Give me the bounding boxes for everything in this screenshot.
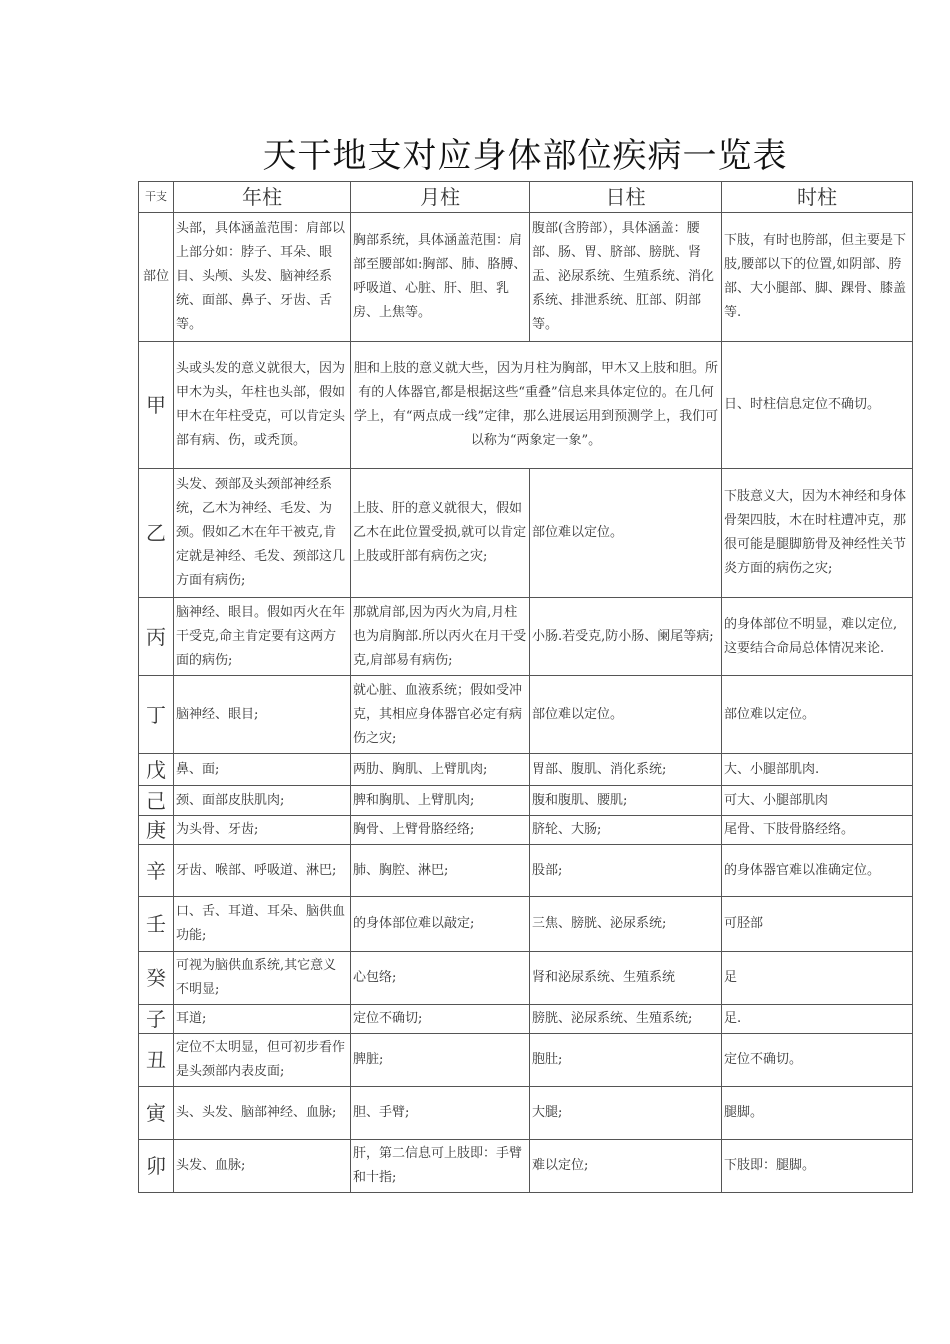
table-row (139, 598, 913, 676)
row-label: 庚 (139, 816, 174, 845)
day-cell: 难以定位; (530, 1140, 722, 1193)
hour-cell: 的身体部位不明显，难以定位,这要结合命局总体情况来论. (722, 598, 913, 676)
year-cell: 头部，具体涵盖范围：肩部以上部分如：脖子、耳朵、眼目、头颅、头发、脑神经系统、面部、鼻子、牙齿、舌等。 (174, 213, 351, 342)
header-ganzhi: 干支 (139, 182, 174, 213)
header-hour-pillar: 时柱 (722, 182, 913, 213)
table-row (139, 1005, 913, 1034)
month-cell: 肺、胸腔、淋巴; (351, 845, 530, 897)
header-month-pillar: 月柱 (351, 182, 530, 213)
month-cell: 心包络; (351, 952, 530, 1005)
day-cell: 胞肚; (530, 1034, 722, 1087)
row-label: 丑 (139, 1034, 174, 1087)
year-cell: 定位不太明显，但可初步看作是头颈部内表皮面; (174, 1034, 351, 1087)
hour-cell: 下肢，有时也胯部，但主要是下肢,腰部以下的位置,如阴部、胯部、大小腿部、脚、踝骨、膝盖等. (722, 213, 913, 342)
hour-cell: 足 (722, 952, 913, 1005)
year-cell: 头发、颈部及头颈部神经系统，乙木为神经、毛发、为颈。假如乙木在年干被克,肯定就是神经、毛发、颈部这几方面有病伤; (174, 469, 351, 598)
hour-cell: 可胫部 (722, 897, 913, 952)
year-cell: 头发、血脉; (174, 1140, 351, 1193)
month-cell: 胸部系统，具体涵盖范围：肩部至腰部如:胸部、肺、胳膊、呼吸道、心脏、肝、胆、乳房、上焦等。 (351, 213, 530, 342)
row-label: 辛 (139, 845, 174, 897)
body-part-table (138, 181, 913, 1193)
month-cell: 脾脏; (351, 1034, 530, 1087)
month-cell: 肝，第二信息可上肢即：手臂和十指; (351, 1140, 530, 1193)
year-cell: 头、头发、脑部神经、血脉; (174, 1087, 351, 1140)
hour-cell: 定位不确切。 (722, 1034, 913, 1087)
year-cell: 脑神经、眼目。假如丙火在年干受克,命主肯定要有这两方面的病伤; (174, 598, 351, 676)
hour-cell: 可大、小腿部肌肉 (722, 786, 913, 816)
hour-cell: 日、时柱信息定位不确切。 (722, 342, 913, 469)
table-row (139, 1087, 913, 1140)
month-day-merged-cell: 胆和上肢的意义就大些，因为月柱为胸部，甲木又上肢和胆。所有的人体器官,都是根据这些“重叠”信息来具体定位的。在几何学上，有“两点成一线”定律，那么进展运用到预测学上，我们可以称为“两象定一象”。 (351, 342, 722, 469)
table-row (139, 845, 913, 897)
day-cell: 膀胱、泌尿系统、生殖系统; (530, 1005, 722, 1034)
month-cell: 两肋、胸肌、上臂肌肉; (351, 754, 530, 786)
month-cell: 那就肩部,因为丙火为肩,月柱也为肩胸部.所以丙火在月干受克,肩部易有病伤; (351, 598, 530, 676)
month-cell: 的身体部位难以敲定; (351, 897, 530, 952)
day-cell: 脐轮、大肠; (530, 816, 722, 845)
header-year-pillar: 年柱 (174, 182, 351, 213)
table-row (139, 1140, 913, 1193)
row-label: 己 (139, 786, 174, 816)
row-label: 甲 (139, 342, 174, 469)
month-cell: 上肢、肝的意义就很大，假如乙木在此位置受损,就可以肯定上肢或肝部有病伤之灾; (351, 469, 530, 598)
day-cell: 三焦、膀胱、泌尿系统; (530, 897, 722, 952)
hour-cell: 下肢即：腿脚。 (722, 1140, 913, 1193)
table-row (139, 213, 913, 342)
table-row (139, 952, 913, 1005)
hour-cell: 尾骨、下肢骨胳经络。 (722, 816, 913, 845)
day-cell: 大腿; (530, 1087, 722, 1140)
row-label: 部位 (139, 213, 174, 342)
year-cell: 脑神经、眼目; (174, 676, 351, 754)
day-cell: 胃部、腹肌、消化系统; (530, 754, 722, 786)
year-cell: 头或头发的意义就很大，因为甲木为头，年柱也头部，假如甲木在年柱受克，可以肯定头部有病、伤，或秃顶。 (174, 342, 351, 469)
row-label: 戊 (139, 754, 174, 786)
hour-cell: 大、小腿部肌肉. (722, 754, 913, 786)
table-row (139, 816, 913, 845)
hour-cell: 腿脚。 (722, 1087, 913, 1140)
month-cell: 就心脏、血液系统；假如受冲克，其相应身体器官必定有病伤之灾; (351, 676, 530, 754)
month-cell: 胆、手臂; (351, 1087, 530, 1140)
month-cell: 定位不确切; (351, 1005, 530, 1034)
hour-cell: 下肢意义大，因为木神经和身体骨架四肢，木在时柱遭冲克，那很可能是腿脚筋骨及神经性关节炎方面的病伤之灾; (722, 469, 913, 598)
day-cell: 股部; (530, 845, 722, 897)
month-cell: 胸骨、上臂骨胳经络; (351, 816, 530, 845)
row-label: 乙 (139, 469, 174, 598)
table-row (139, 469, 913, 598)
year-cell: 颈、面部皮肤肌肉; (174, 786, 351, 816)
table-row (139, 1034, 913, 1087)
year-cell: 耳道; (174, 1005, 351, 1034)
row-label: 壬 (139, 897, 174, 952)
day-cell: 部位难以定位。 (530, 469, 722, 598)
table-row (139, 786, 913, 816)
row-label: 丙 (139, 598, 174, 676)
hour-cell: 的身体器官难以准确定位。 (722, 845, 913, 897)
page-title: 天干地支对应身体部位疾病一览表 (262, 136, 788, 176)
header-day-pillar: 日柱 (530, 182, 722, 213)
day-cell: 部位难以定位。 (530, 676, 722, 754)
row-label: 寅 (139, 1087, 174, 1140)
header-row (139, 182, 913, 213)
row-label: 子 (139, 1005, 174, 1034)
day-cell: 腹部(含胯部），具体涵盖：腰部、肠、胃、脐部、膀胱、肾盂、泌尿系统、生殖系统、消化系统、排泄系统、肛部、阴部等。 (530, 213, 722, 342)
table-row (139, 676, 913, 754)
year-cell: 口、舌、耳道、耳朵、脑供血功能; (174, 897, 351, 952)
hour-cell: 部位难以定位。 (722, 676, 913, 754)
day-cell: 腹和腹肌、腰肌; (530, 786, 722, 816)
row-label: 丁 (139, 676, 174, 754)
hour-cell: 足. (722, 1005, 913, 1034)
year-cell: 鼻、面; (174, 754, 351, 786)
row-label: 卯 (139, 1140, 174, 1193)
day-cell: 肾和泌尿系统、生殖系统 (530, 952, 722, 1005)
year-cell: 为头骨、牙齿; (174, 816, 351, 845)
year-cell: 可视为脑供血系统,其它意义不明显; (174, 952, 351, 1005)
table-row (139, 897, 913, 952)
row-label: 癸 (139, 952, 174, 1005)
year-cell: 牙齿、喉部、呼吸道、淋巴; (174, 845, 351, 897)
day-cell: 小肠.若受克,防小肠、阑尾等病; (530, 598, 722, 676)
month-cell: 脾和胸肌、上臂肌肉; (351, 786, 530, 816)
table-row (139, 754, 913, 786)
table-row (139, 342, 913, 469)
